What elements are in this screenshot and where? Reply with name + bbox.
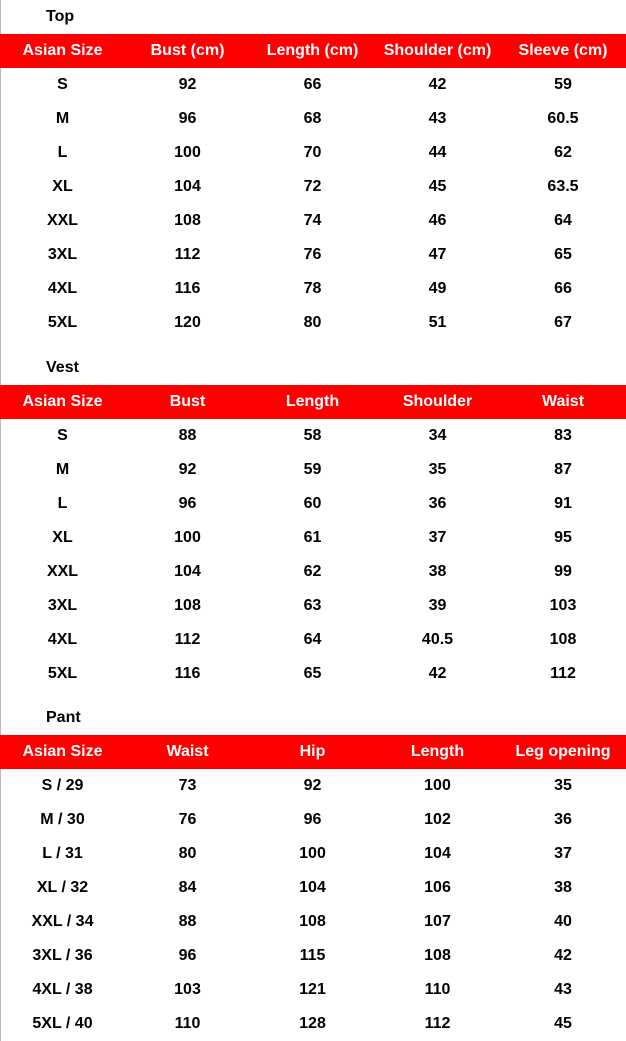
size-label-cell: S / 29 (41, 777, 84, 794)
table-row (0, 555, 626, 589)
column-header: Length (285, 393, 340, 410)
size-label-cell: S (57, 76, 68, 93)
measurement-cell: 35 (554, 777, 572, 794)
measurement-cell: 92 (178, 461, 197, 478)
size-table (0, 735, 626, 1041)
section-top (0, 0, 626, 340)
size-label-cell: XL (52, 178, 73, 195)
column-header: Asian Size (22, 42, 103, 59)
measurement-cell: 96 (303, 811, 322, 828)
measurement-cell: 72 (303, 178, 322, 195)
measurement-cell: 58 (303, 427, 322, 444)
measurement-cell: 66 (554, 280, 572, 297)
table-row (0, 306, 626, 340)
measurement-cell: 37 (554, 845, 572, 862)
table-row (0, 419, 626, 453)
measurement-cell: 108 (549, 631, 577, 648)
measurement-cell: 112 (424, 1015, 451, 1032)
column-header: Length (cm) (266, 42, 359, 59)
measurement-cell: 112 (550, 665, 576, 682)
table-row (0, 657, 626, 691)
column-header: Asian Size (22, 393, 103, 410)
measurement-cell: 91 (554, 495, 572, 512)
measurement-cell: 95 (554, 529, 572, 546)
measurement-cell: 43 (554, 981, 572, 998)
measurement-cell: 51 (428, 314, 447, 331)
measurement-cell: 44 (428, 144, 447, 161)
table-row (0, 238, 626, 272)
measurement-cell: 100 (299, 845, 326, 862)
column-header: Length (410, 743, 465, 760)
size-label-cell: 3XL / 36 (32, 947, 93, 964)
measurement-cell: 59 (554, 76, 572, 93)
table-row (0, 272, 626, 306)
measurement-cell: 61 (303, 529, 322, 546)
measurement-cell: 99 (554, 563, 572, 580)
measurement-cell: 100 (174, 144, 201, 161)
size-label-cell: 4XL / 38 (32, 981, 93, 998)
measurement-cell: 96 (178, 110, 197, 127)
measurement-cell: 104 (174, 178, 201, 195)
table-header-row (0, 34, 626, 68)
size-label-cell: L (57, 144, 68, 161)
measurement-cell: 64 (554, 212, 572, 229)
measurement-cell: 46 (428, 212, 447, 229)
measurement-cell: 104 (424, 845, 451, 862)
measurement-cell: 37 (428, 529, 447, 546)
size-label-cell: 5XL (47, 314, 78, 331)
section-title: Pant (46, 709, 81, 726)
measurement-cell: 88 (178, 427, 197, 444)
measurement-cell: 38 (554, 879, 572, 896)
measurement-cell: 40.5 (421, 631, 454, 648)
measurement-cell: 62 (303, 563, 322, 580)
table-row (0, 769, 626, 803)
measurement-cell: 112 (174, 631, 201, 648)
size-label-cell: 3XL (47, 597, 78, 614)
column-header: Bust (169, 393, 206, 410)
measurement-cell: 108 (299, 913, 326, 930)
measurement-cell: 108 (424, 947, 451, 964)
measurement-cell: 65 (303, 665, 322, 682)
measurement-cell: 76 (178, 811, 197, 828)
table-row (0, 589, 626, 623)
measurement-cell: 66 (303, 76, 322, 93)
measurement-cell: 65 (554, 246, 572, 263)
measurement-cell: 38 (428, 563, 447, 580)
measurement-cell: 83 (554, 427, 572, 444)
measurement-cell: 87 (554, 461, 572, 478)
measurement-cell: 63 (303, 597, 322, 614)
measurement-cell: 121 (299, 981, 326, 998)
measurement-cell: 115 (299, 947, 326, 964)
measurement-cell: 78 (303, 280, 322, 297)
measurement-cell: 103 (549, 597, 577, 614)
measurement-cell: 116 (174, 665, 201, 682)
measurement-cell: 103 (174, 981, 201, 998)
measurement-cell: 92 (178, 76, 197, 93)
column-header: Shoulder (cm) (383, 42, 492, 59)
table-header-row (0, 385, 626, 419)
table-row (0, 68, 626, 102)
size-label-cell: 4XL (47, 280, 78, 297)
size-label-cell: XXL (46, 212, 79, 229)
measurement-cell: 63.5 (547, 178, 579, 195)
size-label-cell: M / 30 (40, 811, 85, 828)
measurement-cell: 73 (178, 777, 197, 794)
size-label-cell: XL (52, 529, 73, 546)
measurement-cell: 106 (424, 879, 451, 896)
size-label-cell: XL / 32 (36, 879, 89, 896)
size-label-cell: M (55, 110, 70, 127)
measurement-cell: 88 (178, 913, 197, 930)
measurement-cell: 42 (428, 665, 447, 682)
table-row (0, 136, 626, 170)
section-title: Top (46, 8, 75, 25)
table-row (0, 871, 626, 905)
measurement-cell: 80 (178, 845, 197, 862)
measurement-cell: 68 (303, 110, 322, 127)
measurement-cell: 34 (428, 427, 447, 444)
table-row (0, 170, 626, 204)
column-header: Waist (166, 743, 209, 760)
measurement-cell: 110 (424, 981, 451, 998)
measurement-cell: 42 (428, 76, 447, 93)
table-row (0, 102, 626, 136)
measurement-cell: 76 (303, 246, 322, 263)
column-header: Bust (cm) (150, 42, 225, 59)
column-header: Asian Size (22, 743, 103, 760)
size-label-cell: S (57, 427, 68, 444)
table-row (0, 623, 626, 657)
measurement-cell: 110 (174, 1015, 201, 1032)
measurement-cell: 47 (428, 246, 447, 263)
measurement-cell: 108 (174, 212, 201, 229)
measurement-cell: 64 (303, 631, 322, 648)
measurement-cell: 45 (554, 1015, 572, 1032)
measurement-cell: 84 (178, 879, 197, 896)
table-row (0, 1007, 626, 1041)
size-table (0, 385, 626, 691)
measurement-cell: 49 (428, 280, 447, 297)
measurement-cell: 128 (299, 1015, 326, 1032)
table-header-row (0, 735, 626, 769)
column-header: Sleeve (cm) (518, 42, 608, 59)
table-row (0, 905, 626, 939)
measurement-cell: 96 (178, 947, 197, 964)
measurement-cell: 59 (303, 461, 322, 478)
measurement-cell: 42 (554, 947, 572, 964)
measurement-cell: 120 (174, 314, 201, 331)
measurement-cell: 60.5 (547, 110, 579, 127)
measurement-cell: 39 (428, 597, 447, 614)
measurement-cell: 62 (554, 144, 572, 161)
size-label-cell: M (55, 461, 70, 478)
measurement-cell: 100 (424, 777, 451, 794)
measurement-cell: 60 (303, 495, 322, 512)
table-row (0, 521, 626, 555)
measurement-cell: 80 (303, 314, 322, 331)
measurement-cell: 67 (554, 314, 572, 331)
measurement-cell: 116 (174, 280, 201, 297)
measurement-cell: 36 (554, 811, 572, 828)
table-row (0, 803, 626, 837)
measurement-cell: 108 (174, 597, 201, 614)
table-row (0, 973, 626, 1007)
measurement-cell: 96 (178, 495, 197, 512)
section-pant (0, 701, 626, 1041)
measurement-cell: 107 (424, 913, 451, 930)
column-header: Hip (299, 743, 326, 760)
column-header: Waist (541, 393, 585, 410)
measurement-cell: 43 (428, 110, 447, 127)
measurement-cell: 92 (303, 777, 322, 794)
measurement-cell: 112 (174, 246, 201, 263)
size-label-cell: XXL / 34 (31, 913, 94, 930)
measurement-cell: 70 (303, 144, 322, 161)
measurement-cell: 104 (174, 563, 201, 580)
measurement-cell: 36 (428, 495, 447, 512)
section-vest (0, 351, 626, 691)
measurement-cell: 35 (428, 461, 447, 478)
table-row (0, 453, 626, 487)
measurement-cell: 45 (428, 178, 447, 195)
measurement-cell: 102 (424, 811, 451, 828)
size-label-cell: XXL (46, 563, 79, 580)
measurement-cell: 100 (174, 529, 201, 546)
size-table (0, 34, 626, 340)
column-header: Shoulder (402, 393, 473, 410)
measurement-cell: 104 (299, 879, 326, 896)
section-title: Vest (46, 359, 79, 376)
size-label-cell: L / 31 (42, 845, 83, 862)
size-label-cell: 5XL / 40 (32, 1015, 93, 1032)
size-label-cell: 5XL (47, 665, 78, 682)
size-label-cell: L (57, 495, 68, 512)
size-label-cell: 3XL (47, 246, 78, 263)
table-row (0, 204, 626, 238)
table-row (0, 487, 626, 521)
column-header: Leg opening (515, 743, 611, 760)
table-row (0, 939, 626, 973)
measurement-cell: 74 (303, 212, 322, 229)
measurement-cell: 40 (554, 913, 572, 930)
size-label-cell: 4XL (47, 631, 78, 648)
table-row (0, 837, 626, 871)
